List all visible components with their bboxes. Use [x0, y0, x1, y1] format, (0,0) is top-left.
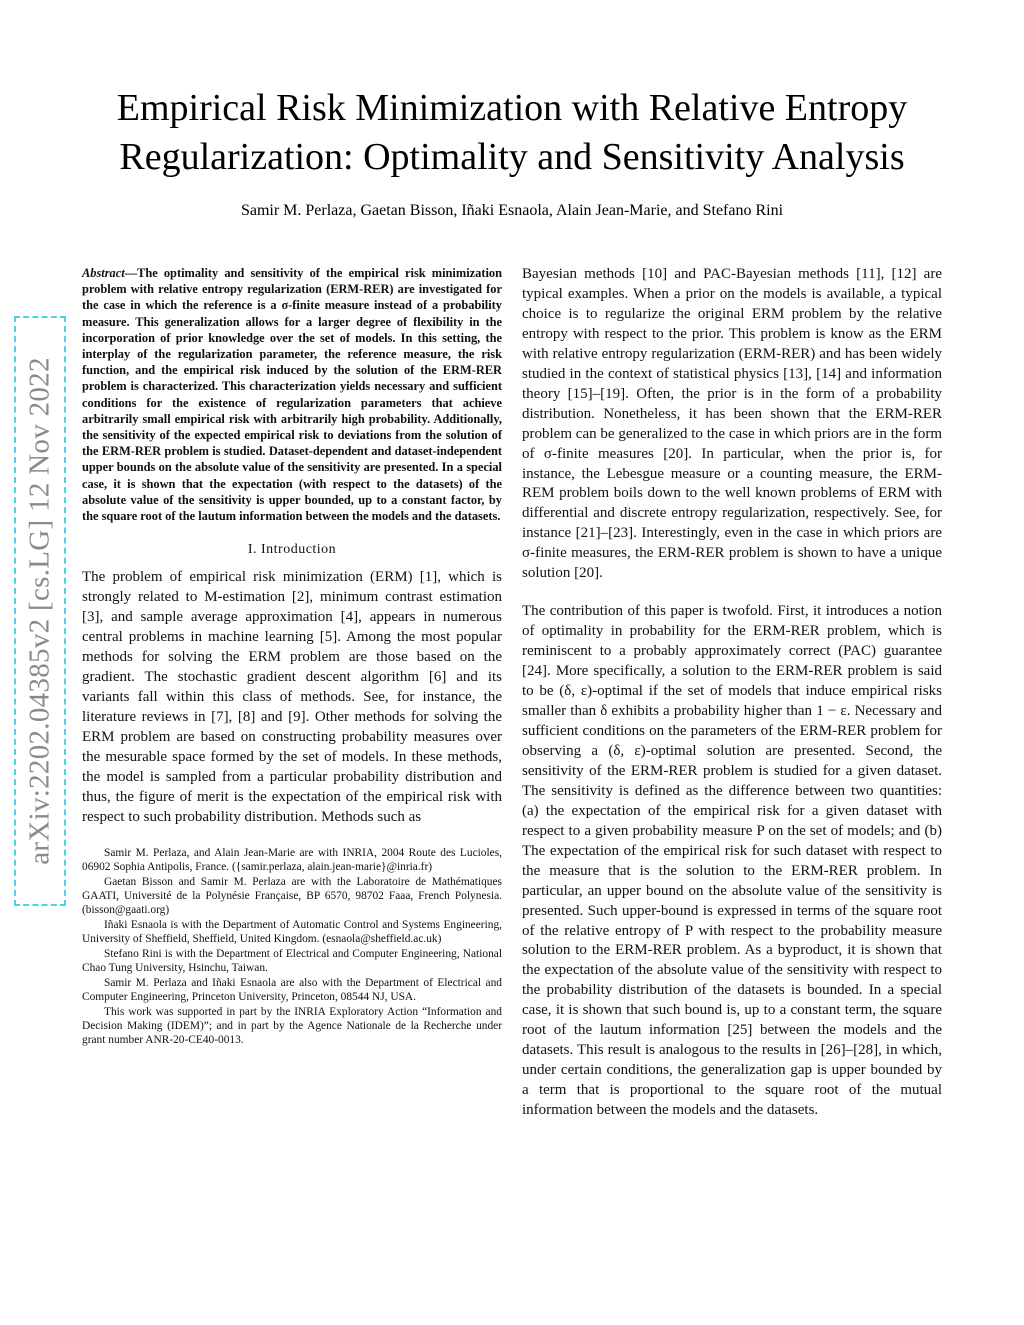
abstract-text: —The optimality and sensitivity of the empirical risk minimization problem with relative entropy regularization (ERM-RER) are investigated for the case in which the reference is a σ-finite measure instead of a probability measure. This generalization allows for a larger degree of flexibility in the incorporation of prior knowledge over the set of models. In this setting, the interplay of the regularization parameter, the reference measure, the risk function, and the empirical risk induced by the solution of the ERM-RER problem is characterized. This characterization yields necessary and sufficient conditions for the existence of regularization parameters that achieve arbitrarily small empirical risk with arbitrarily high probability. Additionally, the sensitivity of the expected empirical risk to deviations from the solution of the ERM-RER problem is studied. Dataset-dependent and dataset-independent upper bounds on the absolute value of the sensitivity are presented. In a special case, it is shown that the expectation (with respect to the datasets) of the absolute value of the sensitivity is upper bounded, up to a constant factor, by the square root of the lautum information between the models and the datasets. — [82, 266, 502, 524]
title-line-2: Regularization: Optimality and Sensitivity Analysis — [119, 136, 905, 178]
footnotes — [82, 846, 502, 1047]
footnote: Iñaki Esnaola is with the Department of Automatic Control and Systems Engineering, University of Sheffield, Sheffield, United Kingdom. (esnaola@sheffield.ac.uk) — [82, 918, 502, 945]
body-paragraph: Bayesian methods [10] and PAC-Bayesian methods [11], [12] are typical examples. When a prior on the models is available, a typical choice is to regularize the original ERM problem by the relative entropy with respect to the prior. This problem is know as the ERM with relative entropy regularization (ERM-RER) and has been widely studied in the context of statistical physics [13], [14] and information theory [15]–[19]. Often, the prior is in the form of a probability distribution. Nonetheless, it has been shown that the ERM-RER problem can be generalized to the case in which priors are in the form of σ-finite measures [20]. In particular, when the prior is, for instance, the Lebesgue measure or a counting measure, the ERM-REM problem boils down to the well known problems of ERM with differential and discrete entropy regularization, respectively. See, for instance [21]–[23]. Interestingly, even in the case in which priors are σ-finite measures, the ERM-RER problem is shown to have a unique solution [20]. — [522, 266, 942, 582]
paper-title — [60, 84, 964, 182]
footnote: Samir M. Perlaza and Iñaki Esnaola are also with the Department of Electrical and Computer Engineering, Princeton University, Princeton, 08544 NJ, USA. — [82, 976, 502, 1003]
section-heading-introduction: I. Introduction — [247, 542, 337, 558]
right-column — [522, 265, 942, 1121]
intro-paragraph: The problem of empirical risk minimization (ERM) [1], which is strongly related to M-estimation [2], minimum contrast estimation [3], and sample average approximation [4], appears in numerous central problems in machine learning [5]. Among the most popular methods for solving the ERM problem are those based on the gradient. The stochastic gradient descent algorithm [6] and its variants fall within this class of methods. See, for instance, the literature reviews in [7], [8] and [9]. Other methods for solving the ERM problem are based on constructing probability measures over the mesurable space formed by the set of models. In these methods, the model is sampled from a particular probability distribution and thus, the figure of merit is the expectation of the empirical risk with respect to such probability distribution. Methods such as — [82, 569, 502, 825]
footnote: Stefano Rini is with the Department of Electrical and Computer Engineering, National Chao Tung University, Hsinchu, Taiwan. — [82, 947, 502, 974]
left-column — [82, 265, 502, 1048]
abstract — [82, 265, 502, 524]
arxiv-identifier: arXiv:2202.04385v2 [cs.LG] 12 Nov 2022 — [23, 357, 56, 865]
title-line-1: Empirical Risk Minimization with Relative Entropy — [116, 87, 908, 129]
footnote: Gaetan Bisson and Samir M. Perlaza are with the Laboratoire de Mathématiques GAATI, Université de la Polynésie Française, BP 6570, 98702 Faaa, French Polynesia. (bisson@gaati.org) — [82, 875, 502, 916]
footnote: This work was supported in part by the INRIA Exploratory Action “Information and Decision Making (IDEM)”; and in part by the Agence Nationale de la Recherche under grant number ANR-20-CE40-0013. — [82, 1005, 502, 1046]
author-list: Samir M. Perlaza, Gaetan Bisson, Iñaki Esnaola, Alain Jean-Marie, and Stefano Rini — [240, 202, 784, 219]
contribution-paragraph: The contribution of this paper is twofold. First, it introduces a notion of optimality in probability for the ERM-RER problem, which is reminiscent to a probably approximately correct (PAC) guarantee [24]. More specifically, a solution to the ERM-RER problem is said to be (δ, ε)-optimal if the set of models that induce empirical risks smaller than δ exhibits a probability higher than 1 − ε. Necessary and sufficient conditions on the parameters of the ERM-RER problem for observing a (δ, ε)-optimal solution are presented. Second, the sensitivity of the ERM-RER problem is studied for a given dataset. The sensitivity is defined as the difference between two quantities: (a) the expectation of the empirical risk for a given dataset with respect to a given probability measure P on the set of models; and (b) The expectation of the empirical risk for such dataset with respect to the measure that is the solution to the ERM-RER problem. In particular, an upper bound on the absolute value of the sensitivity is presented. Such upper-bound is expressed in terms of the square root of the relative entropy of P with respect to the probability measure solution to the ERM-RER problem. As a byproduct, it is shown that the expectation of the absolute value of the sensitivity with respect to the probability distribution of the datasets is bounded. In a special case, it is shown that such bound is, up to a constant term, the square root of the lautum information [25] between the models and the datasets. This result is analogous to the results in [26]–[28], in which, under certain conditions, the generalization gap is upper bounded by a term that is proportional to the square root of the mutual information between the models and the datasets. — [522, 603, 942, 1119]
abstract-label: Abstract — [82, 266, 125, 280]
footnote: Samir M. Perlaza, and Alain Jean-Marie are with INRIA, 2004 Route des Lucioles, 06902 Sophia Antipolis, France. ({samir.perlaza, alain.jean-marie}@inria.fr) — [82, 846, 502, 873]
